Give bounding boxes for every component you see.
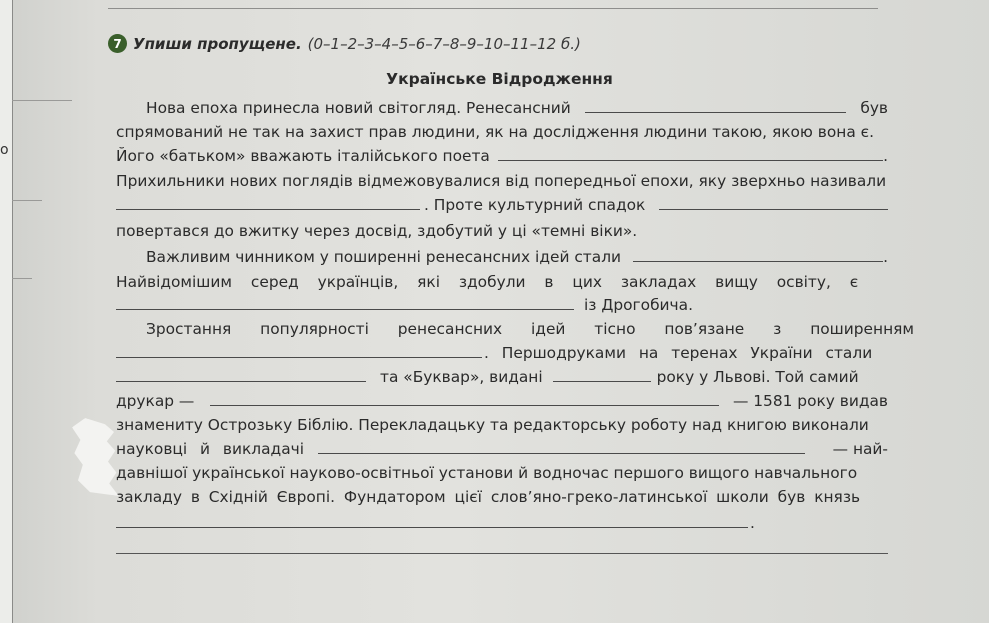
answer-blank[interactable] — [116, 194, 420, 210]
text-line: Прихильники нових поглядів відмежовувалися від попередньої епохи, яку зверхньо називали — [116, 172, 887, 190]
text-line: друкар — — 1581 року видав — [116, 392, 888, 410]
text-line: Найвідомішим серед українців, які здобули в цих закладах вищу освіту, є — [116, 273, 859, 291]
task-header — [108, 34, 581, 53]
text-line: науковці й викладачі — най- — [116, 440, 888, 458]
answer-blank[interactable] — [116, 512, 748, 528]
answer-blank[interactable] — [210, 390, 719, 406]
margin-rule — [12, 100, 72, 101]
margin-letter: о — [0, 142, 9, 158]
answer-blank[interactable] — [585, 97, 847, 113]
answer-blank[interactable] — [116, 294, 574, 310]
text-line: знамениту Острозьку Біблію. Перекладацьку та редакторську роботу над книгою виконали — [116, 416, 869, 434]
text-line: спрямований не так на захист прав людини, як на дослідження людини такою, якою вона є. — [116, 123, 874, 141]
task-number-badge: 7 — [108, 34, 127, 53]
text-line: . Проте культурний спадок — [116, 194, 888, 216]
answer-blank[interactable] — [553, 366, 651, 382]
text-line: повертався до вжитку через досвід, здобутий у ці «темні віки». — [116, 222, 638, 240]
margin-rule — [12, 278, 32, 279]
answer-blank[interactable] — [116, 342, 482, 358]
answer-blank[interactable] — [498, 145, 883, 161]
task-instruction: Упиши пропущене. — [133, 34, 302, 53]
text-line: . — [116, 512, 888, 534]
task-points: (0–1–2–3–4–5–6–7–8–9–10–11–12 б.) — [307, 34, 581, 53]
answer-blank[interactable] — [633, 246, 883, 262]
top-answer-rule — [108, 8, 878, 9]
text-line: та «Буквар», видані року у Львові. Той самий — [116, 366, 888, 388]
text-line: Важливим чинником у поширенні ренесансних ідей стали . — [146, 248, 888, 266]
text-line: із Дрогобича. — [116, 294, 888, 316]
previous-page-edge — [0, 0, 13, 623]
answer-blank[interactable] — [116, 553, 888, 554]
text-line: закладу в Східній Європі. Фундатором цієї слов’яно-греко-латинської школи був князь — [116, 488, 861, 506]
text-line: Зростання популярності ренесансних ідей тісно пов’язане з поширенням — [146, 320, 914, 338]
answer-blank[interactable] — [116, 366, 366, 382]
section-title: Українське Відродження — [386, 70, 613, 88]
answer-blank[interactable] — [318, 438, 805, 454]
text-line: Його «батьком» вважають італійського поета . — [116, 147, 888, 165]
text-line: давнішої української науково-освітньої установи й водночас першого вищого навчального — [116, 464, 858, 482]
answer-blank[interactable] — [659, 194, 888, 210]
margin-rule — [12, 200, 42, 201]
text-line: Нова епоха принесла новий світогляд. Ренесансний був — [146, 99, 888, 117]
text-line: . Першодруками на теренах України стали — [116, 342, 888, 364]
